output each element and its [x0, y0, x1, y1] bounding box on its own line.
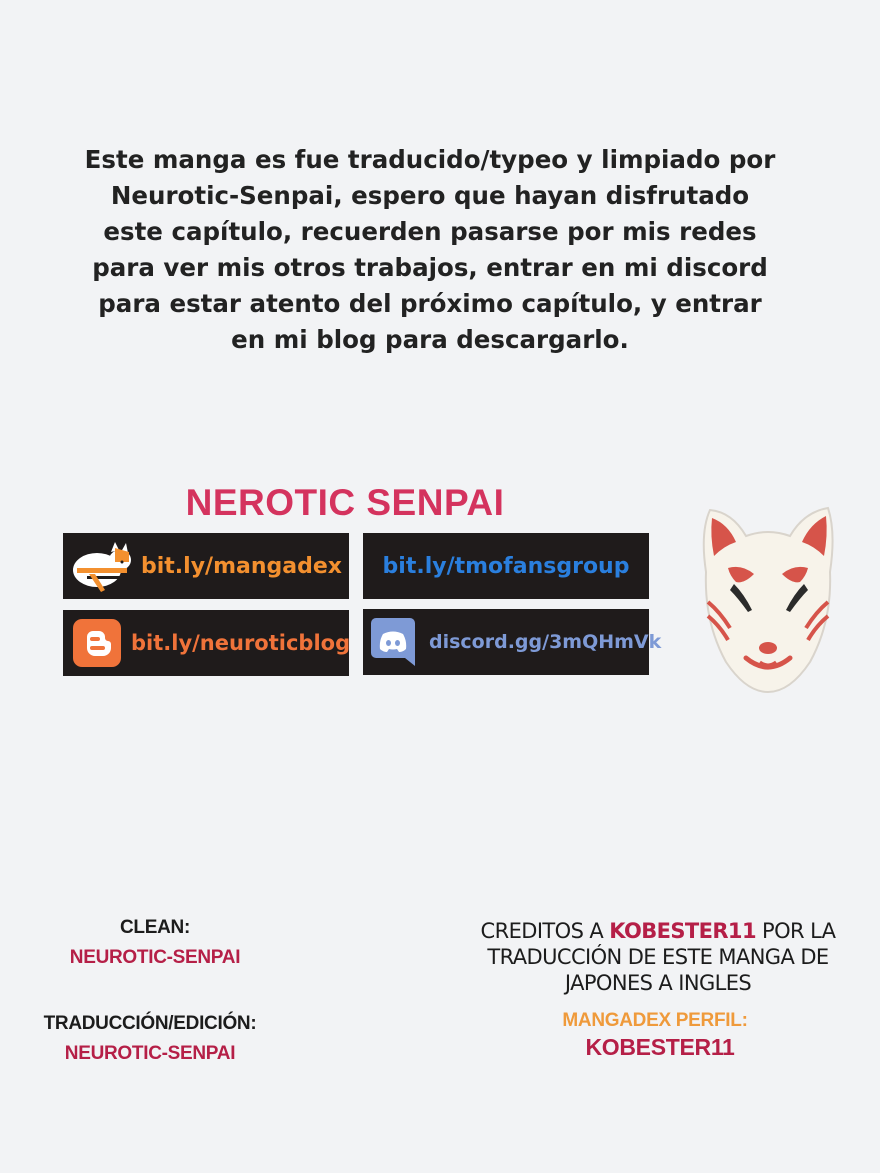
mangadex-profile-label: MANGADEX PERFIL:: [562, 1010, 748, 1031]
mangadex-link-label[interactable]: bit.ly/mangadex: [141, 553, 342, 579]
translation-label: TRADUCCIÓN/EDICIÓN:: [43, 1013, 257, 1034]
translation-name: NEUROTIC-SENPAI: [64, 1043, 236, 1064]
clean-label: CLEAN:: [120, 917, 190, 938]
tmo-link-label[interactable]: bit.ly/tmofansgroup: [382, 553, 630, 579]
credits-note: [478, 918, 838, 996]
brand-title: NEROTIC SENPAI: [185, 482, 505, 523]
discord-link-label[interactable]: discord.gg/3mQHmVk: [429, 631, 662, 653]
discord-icon: [371, 618, 415, 666]
credits-translator-name: KOBESTER11: [609, 919, 756, 943]
credits-suffix: POR LA TRADUCCIÓN DE ESTE MANGA DE JAPONES A INGLES: [487, 919, 836, 995]
blog-link-card[interactable]: [63, 610, 349, 676]
credits-prefix: CREDITOS A: [480, 919, 610, 943]
blogger-icon: [73, 619, 121, 667]
blog-link-label[interactable]: bit.ly/neuroticblog: [131, 631, 351, 655]
tmo-link-card[interactable]: [363, 533, 649, 599]
discord-link-card[interactable]: [363, 609, 662, 675]
mangadex-cat-icon: [71, 538, 133, 594]
mangadex-profile-name[interactable]: KOBESTER11: [585, 1034, 735, 1060]
clean-name: NEUROTIC-SENPAI: [69, 947, 241, 968]
kitsune-mask-icon: [700, 502, 836, 694]
intro-text: Este manga es fue traducido/typeo y limpiado por Neurotic-Senpai, espero que hayan disfrutado este capítulo, recuerden pasarse por mis redes para ver mis otros trabajos, entrar en mi discord para estar atento del próximo capítulo, y entrar en mi blog para descargarlo.: [84, 145, 776, 354]
mangadex-link-card[interactable]: [63, 533, 349, 599]
